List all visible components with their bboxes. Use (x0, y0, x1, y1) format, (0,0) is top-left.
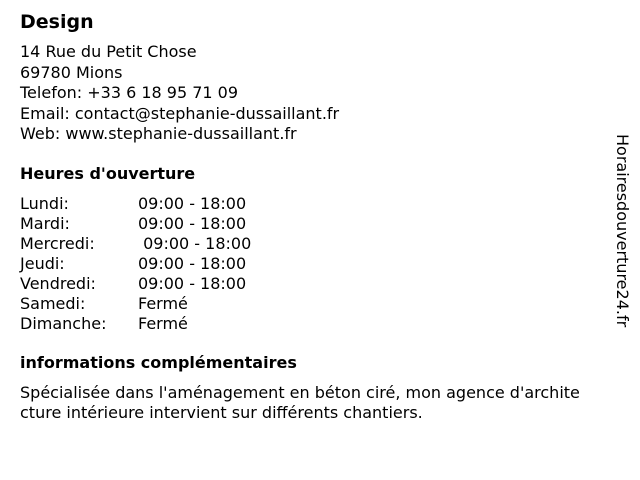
site-watermark-text: Horairesdouverture24.fr (613, 134, 632, 328)
day-label: Lundi: (20, 193, 69, 213)
day-label: Mercredi: (20, 233, 95, 253)
day-label: Dimanche: (20, 313, 107, 333)
day-hours: 09:00 - 18:00 (138, 213, 247, 233)
hours-row-wednesday (20, 234, 590, 254)
hours-table (20, 194, 590, 334)
day-hours: Fermé (138, 293, 188, 313)
hours-row-monday (20, 194, 590, 214)
hours-row-tuesday (20, 214, 590, 234)
address-line-1: 14 Rue du Petit Chose (20, 42, 197, 61)
business-name: Design (20, 11, 94, 33)
address-line-2: 69780 Mions (20, 62, 123, 82)
day-hours: 09:00 - 18:00 (138, 253, 247, 273)
day-label: Vendredi: (20, 273, 96, 293)
hours-row-saturday (20, 294, 590, 314)
day-hours: 09:00 - 18:00 (138, 193, 247, 213)
day-label: Mardi: (20, 213, 70, 233)
business-card (20, 10, 590, 424)
contact-block (20, 42, 590, 145)
hours-row-thursday (20, 254, 590, 274)
hours-row-friday (20, 274, 590, 294)
phone-line: Telefon: +33 6 18 95 71 09 (20, 83, 239, 102)
day-hours: 09:00 - 18:00 (138, 273, 247, 293)
website-line: Web: www.stephanie-dussaillant.fr (20, 124, 297, 143)
day-label: Samedi: (20, 293, 86, 313)
info-text: Spécialisée dans l'aménagement en béton ciré, mon agence d'architecture intérieure intervient sur différents chantiers. (20, 382, 580, 422)
info-heading: informations complémentaires (20, 352, 297, 372)
day-label: Jeudi: (20, 253, 65, 273)
day-hours: Fermé (138, 313, 188, 333)
hours-heading: Heures d'ouverture (20, 163, 196, 183)
site-watermark (612, 134, 632, 370)
day-hours: 09:00 - 18:00 (138, 233, 252, 253)
email-line: Email: contact@stephanie-dussaillant.fr (20, 103, 340, 123)
hours-row-sunday (20, 314, 590, 334)
